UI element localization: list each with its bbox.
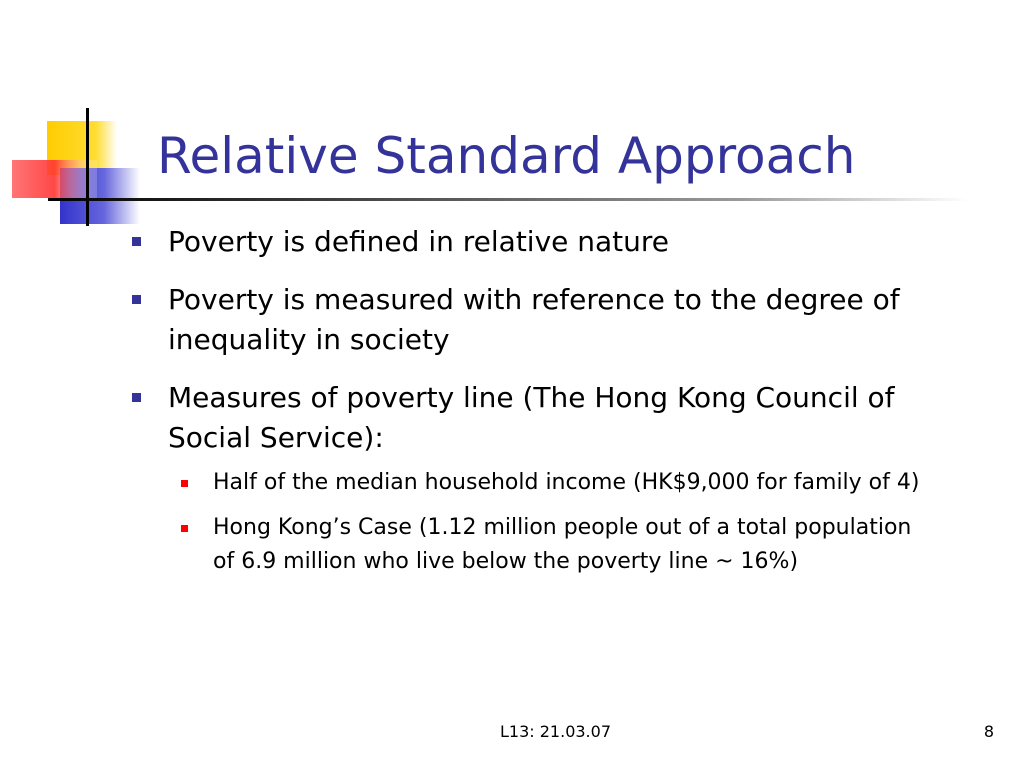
bullet-item xyxy=(130,222,968,262)
sub-bullet-text: Hong Kong’s Case (1.12 million people out of a total population of 6.9 million who live below the poverty line ~ 16%) xyxy=(213,515,912,574)
bullet-text: Measures of poverty line (The Hong Kong Council of Social Service): xyxy=(168,381,895,454)
sub-bullet-item xyxy=(168,511,938,579)
bullet-list xyxy=(130,222,980,597)
slide-number: 8 xyxy=(983,722,994,741)
slide-title: Relative Standard Approach xyxy=(157,127,856,185)
title-underline xyxy=(48,198,968,201)
sub-bullet-item xyxy=(168,466,938,500)
bullet-text: Poverty is measured with reference to the degree of inequality in society xyxy=(168,283,900,356)
bullet-item xyxy=(130,378,968,579)
bullet-text: Poverty is defined in relative nature xyxy=(168,225,670,258)
squares-logo-icon xyxy=(0,100,160,230)
footer-date: L13: 21.03.07 xyxy=(500,722,611,741)
bullet-item xyxy=(130,280,968,360)
sub-bullet-text: Half of the median household income (HK$9,000 for family of 4) xyxy=(213,470,920,495)
square-bullet-icon xyxy=(132,393,141,402)
sub-bullet-list xyxy=(168,466,968,579)
square-bullet-icon xyxy=(132,295,141,304)
square-bullet-icon xyxy=(132,237,141,246)
square-bullet-icon xyxy=(181,480,188,487)
square-bullet-icon xyxy=(181,525,188,532)
